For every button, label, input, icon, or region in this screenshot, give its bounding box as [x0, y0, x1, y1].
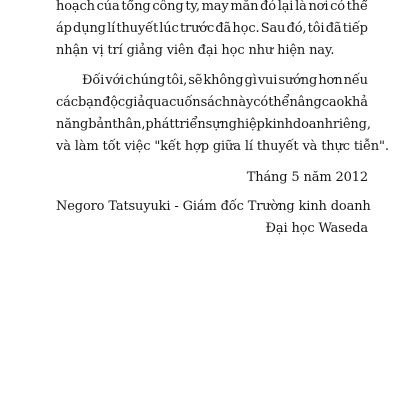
word: sướng: [278, 73, 318, 88]
word: nghiệp: [220, 117, 265, 132]
word: công: [152, 0, 184, 14]
word: thân,: [112, 117, 146, 132]
word: nâng: [289, 95, 322, 110]
word: gì: [244, 73, 257, 88]
word: hơn: [318, 73, 343, 88]
word: cuốn: [169, 95, 201, 110]
word: Đối: [82, 73, 105, 88]
word: bản: [88, 117, 113, 132]
word: riêng,: [332, 117, 371, 132]
word: mắn: [230, 0, 259, 14]
word: dụng: [73, 21, 106, 36]
word: vui: [257, 73, 278, 88]
word: thể: [346, 0, 368, 14]
word: sự: [205, 117, 221, 132]
word: kinh: [264, 117, 293, 132]
word: tôi,: [166, 73, 188, 88]
word: của: [96, 0, 120, 14]
word: độc: [102, 95, 126, 110]
word: hoạch: [56, 0, 95, 14]
word: đã: [325, 21, 342, 36]
paragraph-2-line-1: [56, 70, 368, 92]
paragraph-1-line-1: [56, 0, 368, 18]
word: Sau: [260, 21, 286, 36]
paragraph-2-line-3: [56, 114, 371, 136]
word: triển: [174, 117, 206, 132]
word: tổng: [121, 0, 151, 14]
word: các: [56, 95, 78, 110]
word: thuyết: [116, 21, 159, 36]
word: cao: [321, 95, 345, 110]
signature-line-2: Đại học Waseda: [265, 221, 368, 236]
word: có: [330, 0, 345, 14]
word: học.: [232, 21, 260, 36]
word: lí: [107, 21, 116, 36]
word: bạn: [77, 95, 102, 110]
word: tiếp: [342, 21, 368, 36]
word: giả: [125, 95, 145, 110]
paragraph-2-line-2: [56, 92, 368, 114]
word: sách: [200, 95, 231, 110]
paragraph-1-line-3: nhận vị trí giảng viên đại học như hiện nay.: [56, 43, 335, 58]
word: trước: [179, 21, 215, 36]
word: phát: [145, 117, 175, 132]
word: đã: [215, 21, 232, 36]
word: thể: [268, 95, 290, 110]
word: năng: [56, 117, 89, 132]
word: nơi: [308, 0, 329, 14]
paragraph-1-line-2: [56, 18, 368, 40]
word: có: [253, 95, 269, 110]
word: với: [105, 73, 125, 88]
word: lại: [277, 0, 294, 14]
word: sẽ: [188, 73, 203, 88]
word: là: [295, 0, 307, 14]
word: đó: [260, 0, 276, 14]
date-line: Tháng 5 năm 2012: [246, 170, 368, 185]
word: ty,: [185, 0, 200, 14]
word: lúc: [159, 21, 179, 36]
word: nếu: [343, 73, 368, 88]
word: chúng: [125, 73, 166, 88]
signature-line-1: Negoro Tatsuyuki - Giám đốc Trường kinh doanh: [56, 199, 371, 214]
word: đó,: [286, 21, 307, 36]
word: áp: [56, 21, 72, 36]
word: may: [201, 0, 229, 14]
word: qua: [145, 95, 170, 110]
word: tôi: [307, 21, 325, 36]
word: doanh: [292, 117, 333, 132]
word: này: [230, 95, 254, 110]
word: khả: [344, 95, 368, 110]
paragraph-2-line-4: và làm tốt việc "kết hợp giữa lí thuyết và thực tiễn".: [56, 139, 389, 154]
word: không: [203, 73, 244, 88]
